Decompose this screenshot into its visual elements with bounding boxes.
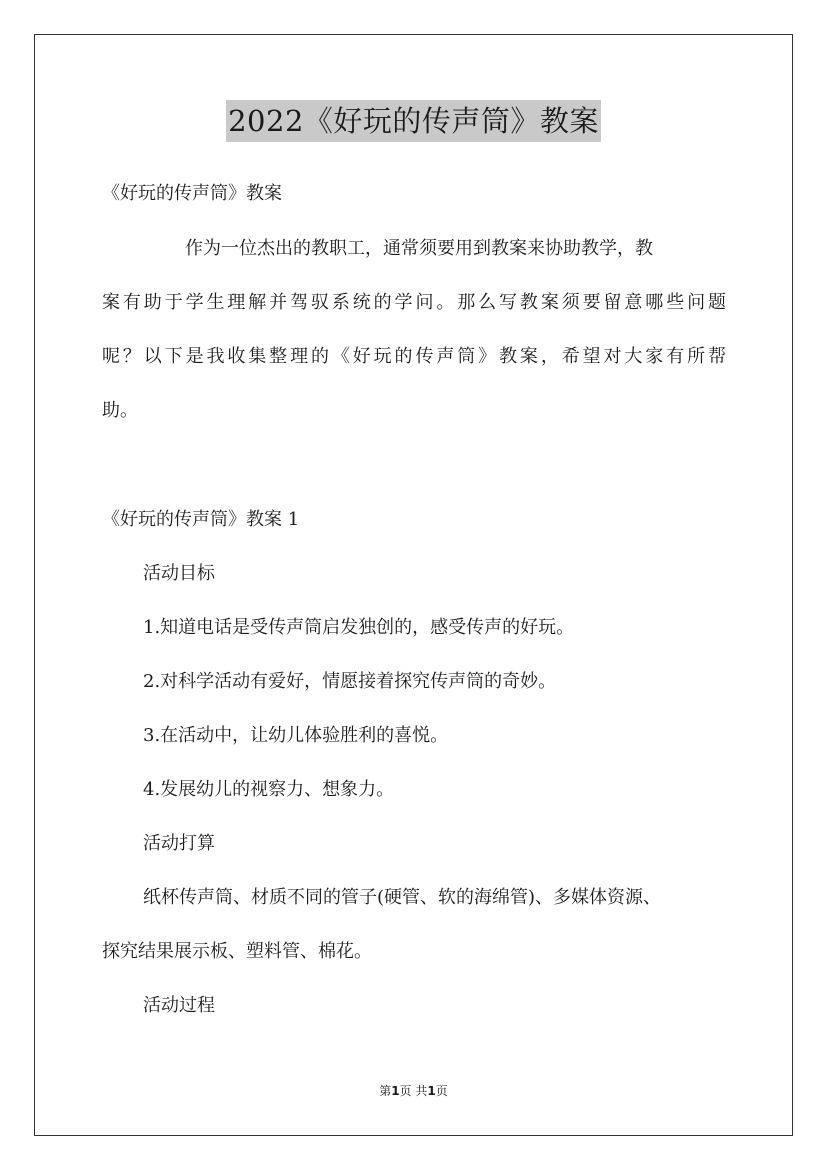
intro-line-4: 助。 bbox=[102, 400, 138, 421]
footer-page-mid: 页 共 bbox=[399, 1084, 428, 1098]
footer-page-suffix: 页 bbox=[435, 1084, 448, 1098]
title-container bbox=[0, 100, 827, 142]
goal-heading: 活动目标 bbox=[143, 563, 215, 584]
document-title: 2022《好玩的传声筒》教案 bbox=[226, 100, 601, 142]
intro-line-3: 呢？以下是我收集整理的《好玩的传声筒》教案，希望对大家有所帮 bbox=[102, 346, 726, 367]
goal-item-2: 2.对科学活动有爱好，情愿接着探究传声筒的奇妙。 bbox=[143, 671, 557, 692]
page-footer bbox=[0, 1083, 827, 1099]
process-heading: 活动过程 bbox=[143, 995, 215, 1016]
prep-heading: 活动打算 bbox=[143, 833, 215, 854]
section-heading: 《好玩的传声筒》教案 1 bbox=[102, 509, 300, 530]
footer-page-prefix: 第 bbox=[379, 1084, 392, 1098]
prep-line-1: 纸杯传声筒、材质不同的管子(硬管、软的海绵管)、多媒体资源、 bbox=[143, 887, 662, 908]
intro-line-2: 案有助于学生理解并驾驭系统的学问。那么写教案须要留意哪些问题 bbox=[102, 292, 726, 313]
goal-item-3: 3.在活动中，让幼儿体验胜利的喜悦。 bbox=[143, 725, 449, 746]
goal-item-4: 4.发展幼儿的视察力、想象力。 bbox=[143, 779, 395, 800]
footer-page-current: 1 bbox=[391, 1084, 400, 1098]
prep-line-2: 探究结果展示板、塑料管、棉花。 bbox=[102, 941, 372, 962]
document-subtitle: 《好玩的传声筒》教案 bbox=[102, 183, 282, 204]
intro-line-1: 作为一位杰出的教职工，通常须要用到教案来协助教学，教 bbox=[185, 238, 653, 259]
footer-page-total: 1 bbox=[427, 1084, 436, 1098]
goal-item-1: 1.知道电话是受传声筒启发独创的，感受传声的好玩。 bbox=[143, 617, 575, 638]
